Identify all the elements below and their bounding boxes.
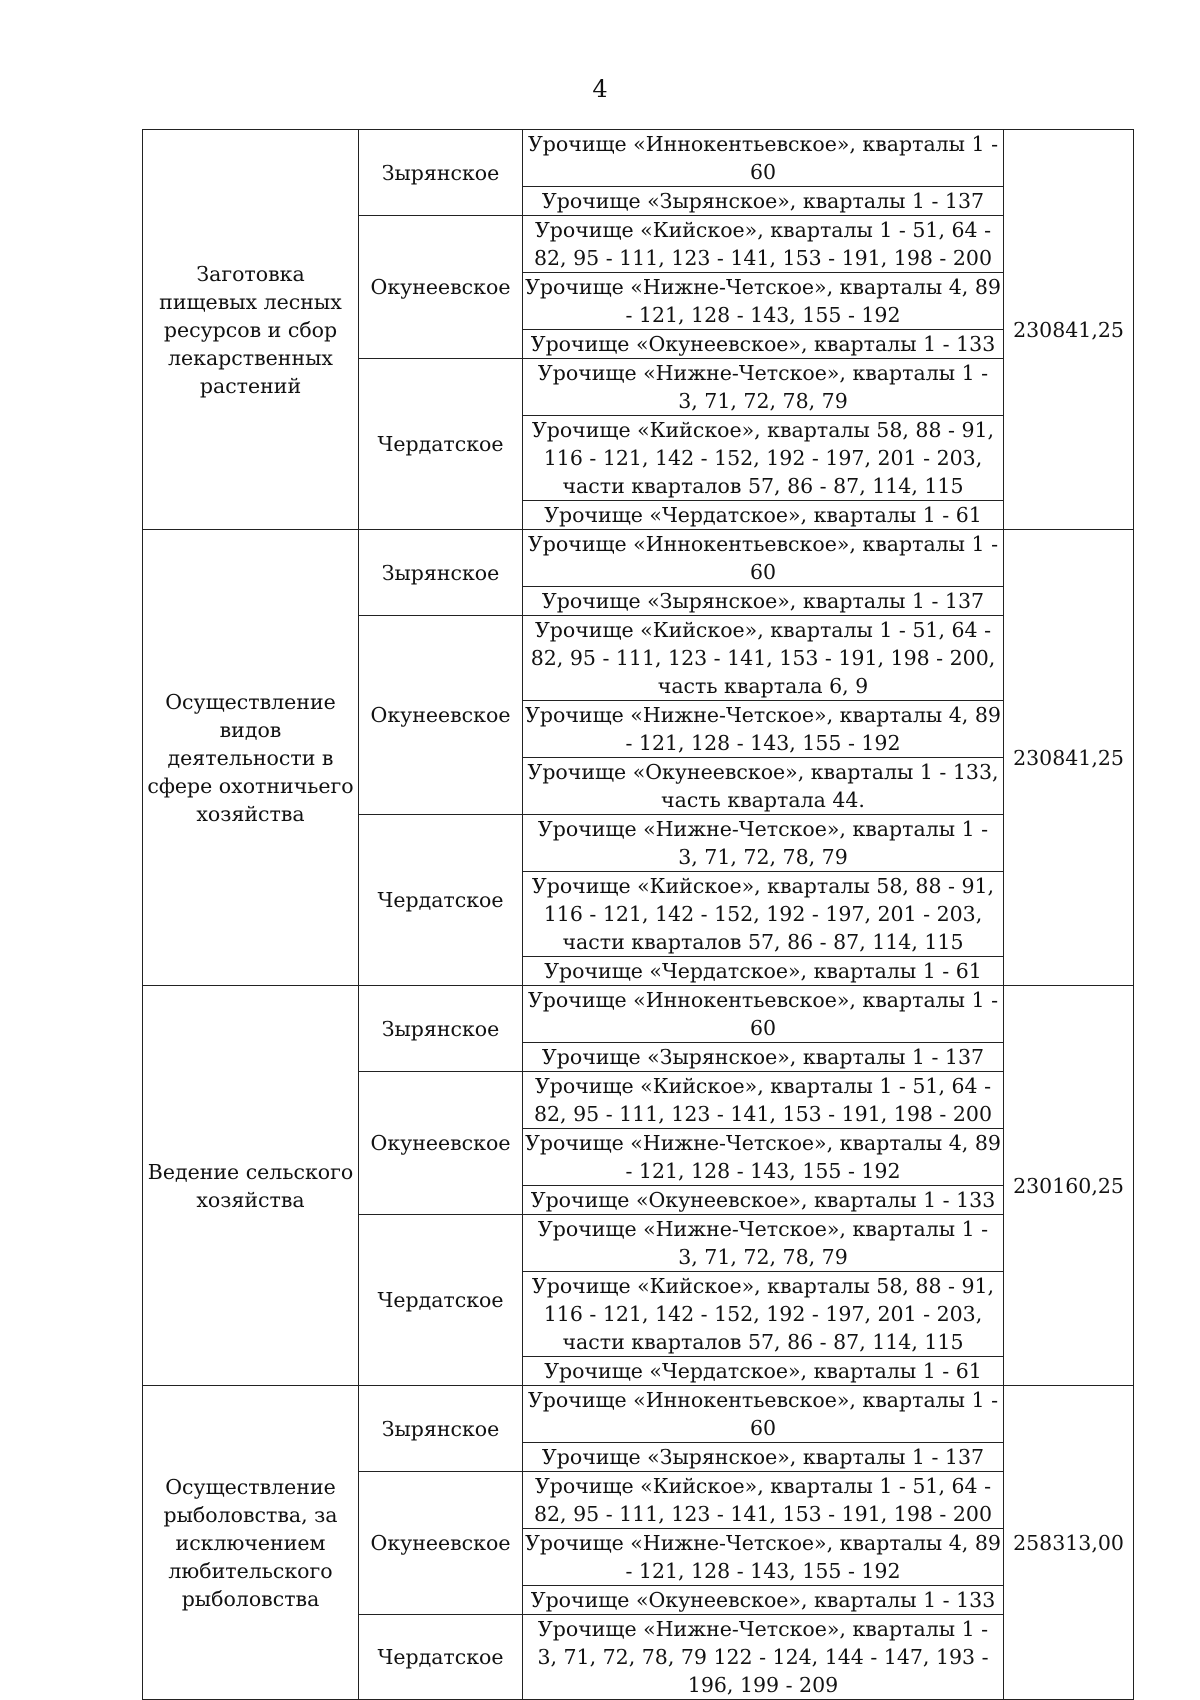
tract-cell: Урочище «Нижне-Четское», кварталы 4, 89 - 121, 128 - 143, 155 - 192 <box>523 1129 1004 1186</box>
area-cell: 230841,25 <box>1004 530 1134 986</box>
tract-cell: Урочище «Кийское», кварталы 1 - 51, 64 - 82, 95 - 111, 123 - 141, 153 - 191, 198 - 200 <box>523 216 1004 273</box>
forestry-cell: Окунеевское <box>359 1072 523 1215</box>
forestry-cell: Зырянское <box>359 1386 523 1472</box>
tract-cell: Урочище «Чердатское», кварталы 1 - 61 <box>523 501 1004 530</box>
tract-cell: Урочище «Кийское», кварталы 58, 88 - 91, 116 - 121, 142 - 152, 192 - 197, 201 - 203, части кварталов 57, 86 - 87, 114, 115 <box>523 416 1004 501</box>
forestry-cell: Зырянское <box>359 986 523 1072</box>
tract-cell: Урочище «Нижне-Четское», кварталы 1 - 3, 71, 72, 78, 79 <box>523 815 1004 872</box>
forest-use-table <box>142 129 1134 1700</box>
tract-cell: Урочище «Иннокентьевское», кварталы 1 - 60 <box>523 986 1004 1043</box>
forestry-cell: Чердатское <box>359 815 523 986</box>
tract-cell: Урочище «Окунеевское», кварталы 1 - 133 <box>523 330 1004 359</box>
activity-cell: Ведение сельского хозяйства <box>143 986 359 1386</box>
forestry-cell: Окунеевское <box>359 216 523 359</box>
tract-cell: Урочище «Нижне-Четское», кварталы 1 - 3, 71, 72, 78, 79 <box>523 1215 1004 1272</box>
forestry-cell: Чердатское <box>359 359 523 530</box>
tract-cell: Урочище «Иннокентьевское», кварталы 1 - 60 <box>523 130 1004 187</box>
table-row <box>143 130 1134 187</box>
forestry-cell: Зырянское <box>359 130 523 216</box>
tract-cell: Урочище «Нижне-Четское», кварталы 1 - 3, 71, 72, 78, 79 <box>523 359 1004 416</box>
table-row <box>143 1386 1134 1443</box>
tract-cell: Урочище «Зырянское», кварталы 1 - 137 <box>523 1043 1004 1072</box>
tract-cell: Урочище «Иннокентьевское», кварталы 1 - 60 <box>523 530 1004 587</box>
tract-cell: Урочище «Зырянское», кварталы 1 - 137 <box>523 587 1004 616</box>
area-cell: 230160,25 <box>1004 986 1134 1386</box>
tract-cell: Урочище «Нижне-Четское», кварталы 1 - 3, 71, 72, 78, 79 122 - 124, 144 - 147, 193 - 196, 199 - 209 <box>523 1615 1004 1700</box>
tract-cell: Урочище «Зырянское», кварталы 1 - 137 <box>523 187 1004 216</box>
tract-cell: Урочище «Кийское», кварталы 1 - 51, 64 - 82, 95 - 111, 123 - 141, 153 - 191, 198 - 200 <box>523 1072 1004 1129</box>
forestry-cell: Окунеевское <box>359 616 523 815</box>
tract-cell: Урочище «Окунеевское», кварталы 1 - 133, часть квартала 44. <box>523 758 1004 815</box>
area-cell: 258313,00 <box>1004 1386 1134 1700</box>
tract-cell: Урочище «Иннокентьевское», кварталы 1 - 60 <box>523 1386 1004 1443</box>
tract-cell: Урочище «Кийское», кварталы 58, 88 - 91, 116 - 121, 142 - 152, 192 - 197, 201 - 203, части кварталов 57, 86 - 87, 114, 115 <box>523 872 1004 957</box>
page-number: 4 <box>592 75 608 103</box>
table-row <box>143 986 1134 1043</box>
area-cell: 230841,25 <box>1004 130 1134 530</box>
tract-cell: Урочище «Нижне-Четское», кварталы 4, 89 - 121, 128 - 143, 155 - 192 <box>523 1529 1004 1586</box>
table-row <box>143 530 1134 587</box>
tract-cell: Урочище «Нижне-Четское», кварталы 4, 89 - 121, 128 - 143, 155 - 192 <box>523 701 1004 758</box>
tract-cell: Урочище «Окунеевское», кварталы 1 - 133 <box>523 1186 1004 1215</box>
activity-cell: Заготовка пищевых лесных ресурсов и сбор лекарственных растений <box>143 130 359 530</box>
tract-cell: Урочище «Нижне-Четское», кварталы 4, 89 - 121, 128 - 143, 155 - 192 <box>523 273 1004 330</box>
tract-cell: Урочище «Кийское», кварталы 1 - 51, 64 - 82, 95 - 111, 123 - 141, 153 - 191, 198 - 200, часть квартала 6, 9 <box>523 616 1004 701</box>
forestry-cell: Чердатское <box>359 1215 523 1386</box>
tract-cell: Урочище «Кийское», кварталы 58, 88 - 91, 116 - 121, 142 - 152, 192 - 197, 201 - 203, части кварталов 57, 86 - 87, 114, 115 <box>523 1272 1004 1357</box>
activity-cell: Осуществление видов деятельности в сфере охотничьего хозяйства <box>143 530 359 986</box>
activity-cell: Осуществление рыболовства, за исключением любительского рыболовства <box>143 1386 359 1700</box>
forestry-cell: Зырянское <box>359 530 523 616</box>
tract-cell: Урочище «Кийское», кварталы 1 - 51, 64 - 82, 95 - 111, 123 - 141, 153 - 191, 198 - 200 <box>523 1472 1004 1529</box>
tract-cell: Урочище «Чердатское», кварталы 1 - 61 <box>523 1357 1004 1386</box>
forestry-cell: Окунеевское <box>359 1472 523 1615</box>
tract-cell: Урочище «Окунеевское», кварталы 1 - 133 <box>523 1586 1004 1615</box>
tract-cell: Урочище «Зырянское», кварталы 1 - 137 <box>523 1443 1004 1472</box>
forestry-cell: Чердатское <box>359 1615 523 1700</box>
tract-cell: Урочище «Чердатское», кварталы 1 - 61 <box>523 957 1004 986</box>
